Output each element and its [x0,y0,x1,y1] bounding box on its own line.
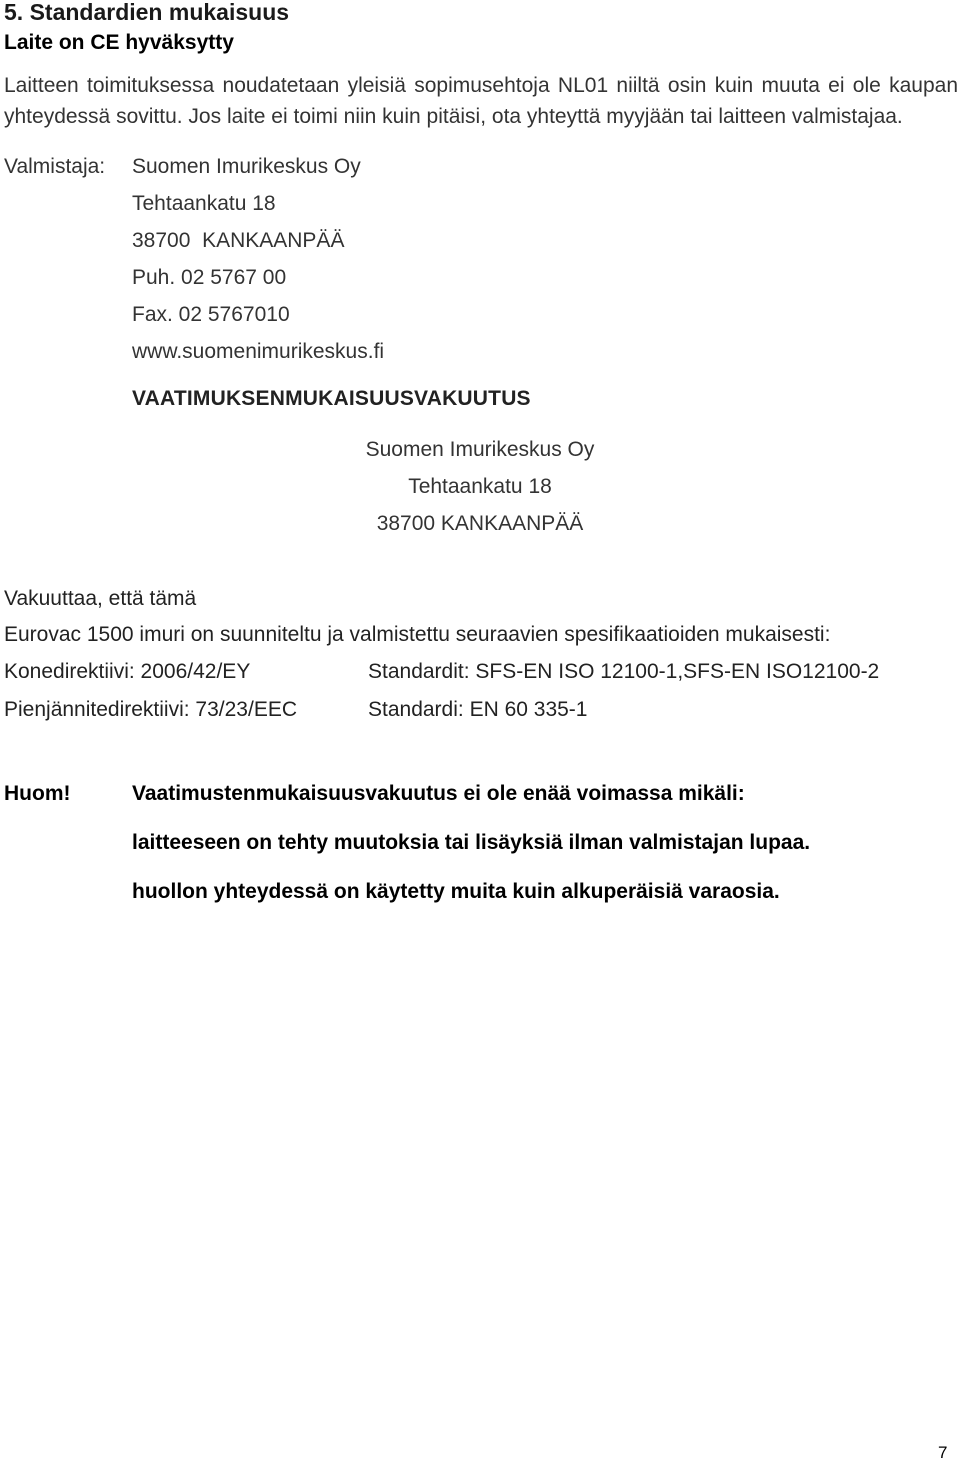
standard-machinery: Standardit: SFS-EN ISO 12100-1,SFS-EN ISO12100-2 [368,660,880,683]
declaration-street: Tehtaankatu 18 [408,475,552,498]
manufacturer-label: Valmistaja: [4,155,106,178]
note-line: Vaatimustenmukaisuusvakuutus ei ole enää voimassa mikäli: [132,782,745,805]
declaration-city: 38700 KANKAANPÄÄ [376,512,584,535]
page-number: 7 [938,1443,948,1462]
manufacturer-name: Suomen Imurikeskus Oy [132,155,361,178]
ce-approval-line: Laite on CE hyväksytty [4,31,234,54]
manufacturer-street: Tehtaankatu 18 [132,192,276,215]
manufacturer-city: 38700 KANKAANPÄÄ [132,229,345,252]
note-label: Huom! [4,782,71,805]
intro-paragraph: Laitteen toimituksessa noudatetaan yleisiä sopimusehtoja NL01 niiltä osin kuin muuta ei ole kaupan yhteydessä sovittu. Jos laite ei toimi niin kuin pitäisi, ota yhteyttä myyjään tai laitteen valmistajaa. [4,74,958,128]
declaration-statement: Eurovac 1500 imuri on suunniteltu ja valmistettu seuraavien spesifikaatioiden mukaisesti: [4,623,831,646]
declaration-heading: VAATIMUKSENMUKAISUUSVAKUUTUS [132,387,531,410]
declaration-assures: Vakuuttaa, että tämä [4,587,197,610]
directive-machinery: Konedirektiivi: 2006/42/EY [4,660,251,683]
standard-low-voltage: Standardi: EN 60 335-1 [368,698,588,721]
declaration-company: Suomen Imurikeskus Oy [365,438,595,461]
note-line: laitteeseen on tehty muutoksia tai lisäyksiä ilman valmistajan lupaa. [132,831,811,854]
manufacturer-website: www.suomenimurikeskus.fi [132,340,385,363]
manufacturer-fax: Fax. 02 5767010 [132,303,290,326]
note-line: huollon yhteydessä on käytetty muita kuin alkuperäisiä varaosia. [132,880,780,903]
manufacturer-phone: Puh. 02 5767 00 [132,266,287,289]
section-title: 5. Standardien mukaisuus [4,0,290,25]
directive-low-voltage: Pienjännitedirektiivi: 73/23/EEC [4,698,297,721]
